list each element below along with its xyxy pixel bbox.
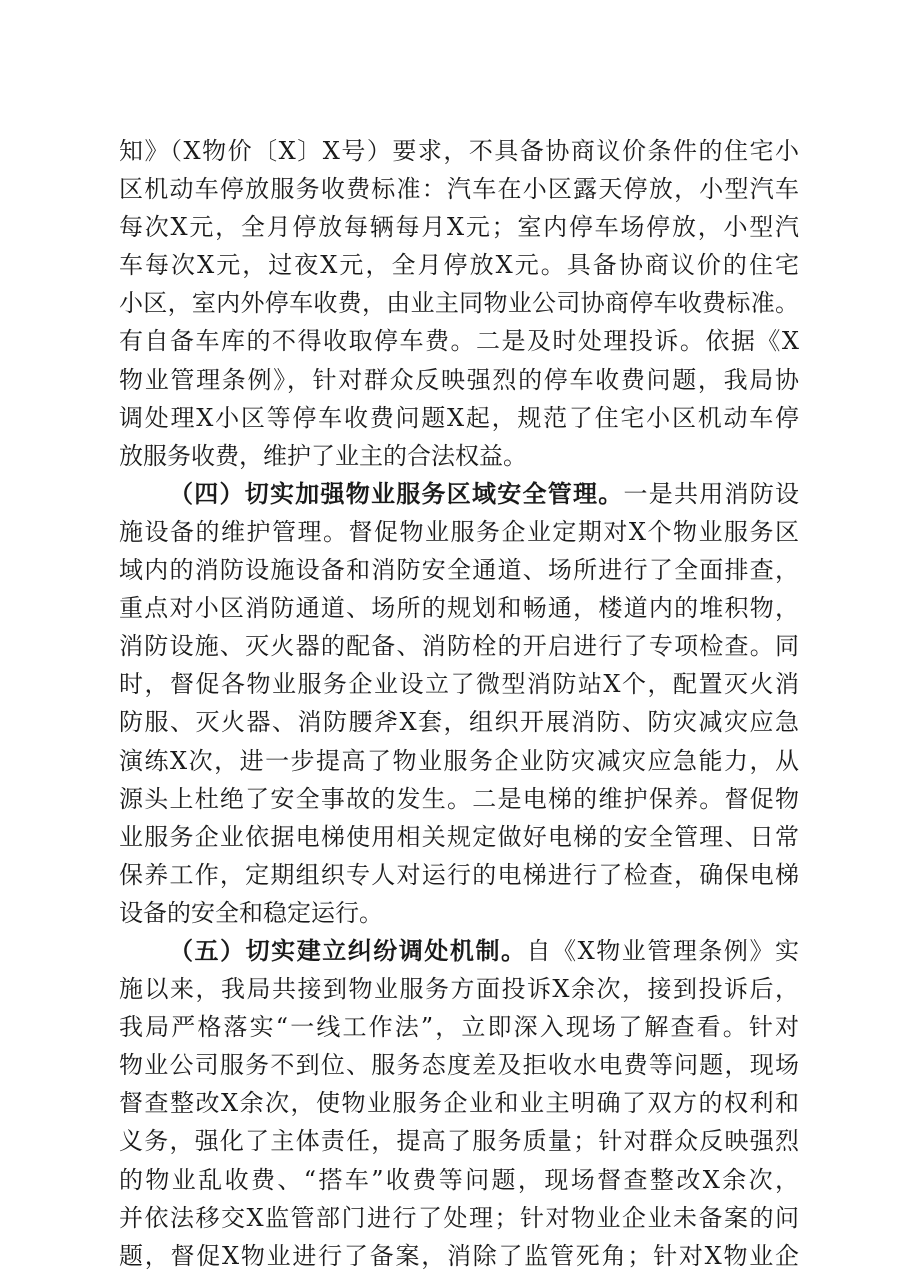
- text-line: 的物业乱收费、“搭车”收费等问题，现场督查整改X余次，: [119, 1165, 799, 1194]
- text-line: 施设备的维护管理。督促物业服务企业定期对X个物业服务区: [119, 517, 799, 546]
- text-line: 小区，室内外停车收费，由业主同物业公司协商停车收费标准。: [119, 289, 799, 318]
- text-line: 督查整改X余次，使物业服务企业和业主明确了双方的权利和: [119, 1089, 799, 1118]
- text-line: 题，督促X物业进行了备案，消除了监管死角；针对X物业企: [119, 1241, 799, 1270]
- text-fragment: 自《X物业管理条例》实: [526, 936, 799, 965]
- text-line: 每次X元，全月停放每辆每月X元；室内停车场停放，小型汽: [119, 213, 799, 242]
- text-line: 知》（X物价〔X〕X号）要求，不具备协商议价条件的住宅小: [119, 137, 799, 165]
- text-line: 保养工作，定期组织专人对运行的电梯进行了检查，确保电梯: [119, 860, 799, 889]
- text-line: 消防设施、灭火器的配备、消防栓的开启进行了专项检查。同: [119, 632, 799, 661]
- text-line: 有自备车库的不得收取停车费。二是及时处理投诉。依据《X: [119, 327, 799, 356]
- text-line: 物业公司服务不到位、服务态度差及拒收水电费等问题，现场: [119, 1051, 799, 1080]
- text-line: 域内的消防设施设备和消防安全通道、场所进行了全面排查，: [119, 556, 799, 585]
- text-line: 调处理X小区等停车收费问题X起，规范了住宅小区机动车停: [119, 403, 799, 432]
- paragraph-first-line: [119, 932, 799, 970]
- body-text: [119, 132, 799, 1275]
- text-fragment: 一是共用消防设: [623, 479, 799, 508]
- text-line: 施以来，我局共接到物业服务方面投诉X余次，接到投诉后，: [119, 975, 799, 1004]
- text-line: 我局严格落实“一线工作法”，立即深入现场了解查看。针对: [119, 1013, 799, 1042]
- text-line: 业服务企业依据电梯使用相关规定做好电梯的安全管理、日常: [119, 822, 799, 851]
- text-line: 时，督促各物业服务企业设立了微型消防站X个，配置灭火消: [119, 670, 799, 699]
- text-line: 防服、灭火器、消防腰斧X套，组织开展消防、防灾减灾应急: [119, 708, 799, 737]
- paragraph-first-line: [119, 475, 799, 513]
- text-line: 区机动车停放服务收费标准：汽车在小区露天停放，小型汽车: [119, 175, 799, 204]
- section-heading-4: （四）切实加强物业服务区域安全管理。: [169, 478, 624, 508]
- text-line: 放服务收费，维护了业主的合法权益。: [119, 441, 527, 470]
- text-line: 设备的安全和稳定运行。: [119, 898, 383, 927]
- text-line: 物业管理条例》，针对群众反映强烈的停车收费问题，我局协: [119, 365, 799, 394]
- text-line: 源头上杜绝了安全事故的发生。二是电梯的维护保养。督促物: [119, 784, 799, 813]
- text-line: 义务，强化了主体责任，提高了服务质量；针对群众反映强烈: [119, 1127, 799, 1156]
- text-line: 并依法移交X监管部门进行了处理；针对物业企业未备案的问: [119, 1203, 799, 1232]
- text-line: 车每次X元，过夜X元，全月停放X元。具备协商议价的住宅: [119, 251, 799, 280]
- section-heading-5: （五）切实建立纠纷调处机制。: [169, 935, 527, 965]
- text-line: 演练X次，进一步提高了物业服务企业防灾减灾应急能力，从: [119, 746, 799, 775]
- text-line: 重点对小区消防通道、场所的规划和畅通，楼道内的堆积物，: [119, 594, 799, 623]
